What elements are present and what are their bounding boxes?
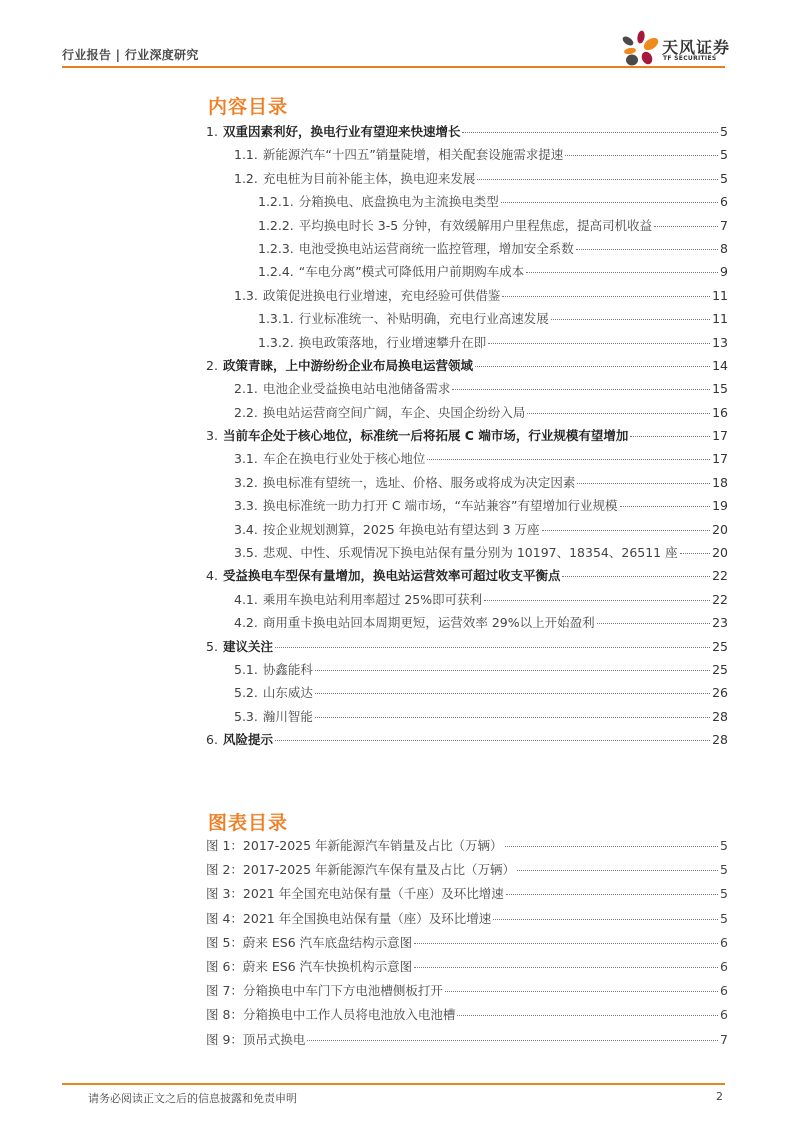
toc-entry-title[interactable]: 换电政策落地，行业增速攀升在即	[298, 334, 487, 350]
toc-entry-number: 2.2.	[234, 404, 258, 420]
toc-entry-title[interactable]: 受益换电车型保有量增加，换电站运营效率可超过收支平衡点	[222, 568, 561, 584]
dot-leader	[315, 693, 710, 694]
toc-entry-number: 2.	[206, 357, 218, 373]
toc-entry-page: 11	[712, 287, 728, 303]
toc-entry-title[interactable]: 乘用车换电站利用率超过 25%即可获利	[262, 591, 483, 607]
toc-entry-number: 3.1.	[234, 451, 258, 467]
toc-entry-page: 22	[712, 591, 728, 607]
toc-entry[interactable]	[206, 543, 728, 566]
toc-entry-page: 5	[720, 170, 728, 186]
toc-entry-number: 5.1.	[234, 661, 258, 677]
figures-title: 图表目录	[208, 812, 289, 834]
report-category: 行业报告 | 行业深度研究	[62, 48, 199, 62]
toc-entry[interactable]	[206, 730, 728, 753]
toc-entry-title[interactable]: 双重因素利好，换电行业有望迎来快速增长	[222, 124, 461, 139]
toc-entry-number: 1.2.2.	[258, 217, 294, 233]
toc-entry-page: 28	[712, 732, 728, 748]
toc-entry[interactable]	[206, 356, 728, 379]
toc-entry-number: 5.3.	[234, 708, 258, 724]
dot-leader	[517, 870, 718, 871]
toc-entry-number: 3.	[206, 428, 218, 444]
toc-entry-page: 25	[712, 661, 728, 677]
footer-divider	[62, 1083, 725, 1085]
dot-leader	[275, 740, 710, 741]
toc-entry-page: 7	[720, 217, 728, 233]
toc-entry[interactable]	[206, 333, 728, 356]
dot-leader	[597, 623, 710, 624]
toc-entry-title[interactable]: 风险提示	[222, 732, 273, 748]
toc-entry[interactable]	[206, 590, 728, 613]
figure-entry-page: 5	[720, 838, 728, 853]
dot-leader	[562, 576, 710, 577]
dot-leader	[501, 202, 718, 203]
figure-entry-title[interactable]: 图 1：2017-2025 年新能源汽车销量及占比（万辆）	[206, 838, 503, 853]
dot-leader	[275, 647, 710, 648]
toc-entry-title[interactable]: 商用重卡换电站回本周期更短，运营效率 29%以上开始盈利	[262, 615, 595, 631]
toc-entry[interactable]	[206, 262, 728, 285]
dot-leader	[506, 894, 718, 895]
figures-list	[206, 836, 728, 1054]
dot-leader	[452, 389, 710, 390]
toc-entry-title[interactable]: 车企在换电行业处于核心地位	[262, 451, 426, 467]
figure-entry-title[interactable]: 图 3：2021 年全国充电站保有量（千座）及环比增速	[206, 886, 504, 902]
dot-leader	[505, 846, 719, 847]
toc-entry-title[interactable]: 当前车企处于核心地位，标准统一后将拓展 C 端市场，行业规模有望增加	[222, 428, 629, 444]
figure-entry[interactable]	[206, 981, 728, 1005]
figure-entry-page: 6	[720, 958, 728, 974]
toc-entry-page: 23	[712, 615, 728, 631]
dot-leader	[680, 553, 710, 554]
toc-entry-title[interactable]: 建议关注	[222, 638, 273, 654]
toc-entry[interactable]	[206, 192, 728, 215]
toc-entry-number: 3.5.	[234, 545, 258, 561]
figure-entry-page: 5	[720, 862, 728, 878]
toc-entry-title[interactable]: 行业标准统一、补贴明确，充电行业高速发展	[298, 311, 549, 327]
toc-entry-number: 4.2.	[234, 615, 258, 631]
toc-entry[interactable]	[206, 145, 728, 168]
toc-entry-title[interactable]: 政策青睐，上中游纷纷企业布局换电运营领域	[222, 357, 473, 373]
toc-entry-page: 11	[712, 311, 728, 327]
toc-entry[interactable]	[206, 660, 728, 683]
toc-entry-number: 1.	[206, 124, 218, 139]
toc-entry-title[interactable]: 分箱换电、底盘换电为主流换电类型	[298, 194, 499, 210]
dot-leader	[414, 967, 718, 968]
toc-entry-number: 1.3.1.	[258, 311, 294, 327]
toc-entry-number: 1.2.4.	[258, 264, 294, 280]
toc-entry[interactable]	[206, 473, 728, 496]
toc-entry[interactable]	[206, 496, 728, 519]
toc-entry-page: 20	[712, 545, 728, 561]
toc-entry-number: 3.4.	[234, 521, 258, 537]
toc-entry-title[interactable]: 山东威达	[262, 685, 313, 701]
toc-entry[interactable]	[206, 613, 728, 636]
toc-entry-title[interactable]: “车电分离”模式可降低用户前期购车成本	[298, 264, 525, 280]
toc-entry[interactable]	[206, 379, 728, 402]
figure-entry-page: 6	[720, 934, 728, 950]
dot-leader	[307, 1040, 718, 1041]
toc-entry-number: 2.1.	[234, 381, 258, 397]
figure-entry-title[interactable]: 图 5：蔚来 ES6 汽车底盘结构示意图	[206, 934, 413, 950]
figure-entry[interactable]	[206, 1030, 728, 1054]
figure-entry-title[interactable]: 图 8：分箱换电中工作人员将电池放入电池槽	[206, 1007, 456, 1023]
dot-leader	[462, 132, 718, 133]
toc-entry-page: 5	[720, 147, 728, 163]
toc-entry-number: 1.2.3.	[258, 240, 294, 256]
toc-entry[interactable]	[206, 403, 728, 426]
toc-entry-page: 13	[712, 334, 728, 350]
toc-entry[interactable]	[206, 122, 728, 145]
dot-leader	[565, 155, 718, 156]
toc-entry[interactable]	[206, 216, 728, 239]
toc-entry-page: 28	[712, 708, 728, 724]
figure-entry[interactable]	[206, 860, 728, 884]
disclaimer-text[interactable]: 请务必阅读正文之后的信息披露和免责申明	[88, 1092, 297, 1105]
dot-leader	[315, 717, 710, 718]
toc-entry-number: 5.2.	[234, 685, 258, 701]
company-logo	[620, 30, 740, 66]
dot-leader	[620, 506, 711, 507]
toc-entry-title[interactable]: 新能源汽车“十四五”销量陡增，相关配套设施需求提速	[262, 147, 564, 163]
toc-entry-number: 1.3.	[234, 287, 258, 303]
flower-logo-icon	[620, 30, 660, 66]
header-divider	[62, 66, 725, 68]
toc-entry-page: 8	[720, 240, 728, 256]
dot-leader	[576, 249, 718, 250]
toc-entry-number: 3.3.	[234, 498, 258, 514]
dot-leader	[502, 296, 710, 297]
toc-entry-page: 9	[720, 264, 728, 280]
toc-entry-number: 1.2.1.	[258, 194, 294, 210]
dot-leader	[315, 670, 710, 671]
dot-leader	[526, 272, 718, 273]
toc-entry-title[interactable]: 政策促进换电行业增速，充电经验可供借鉴	[262, 287, 501, 303]
dot-leader	[414, 943, 718, 944]
figure-entry-page: 5	[720, 886, 728, 902]
figure-entry-title[interactable]: 图 4：2021 年全国换电站保有量（座）及环比增速	[206, 910, 492, 926]
toc-entry[interactable]	[206, 239, 728, 262]
toc-entry-page: 22	[712, 568, 728, 584]
toc-entry-page: 15	[712, 381, 728, 397]
toc-entry-title[interactable]: 充电桩为目前补能主体，换电迎来发展	[262, 170, 476, 186]
toc-entry-number: 1.3.2.	[258, 334, 294, 350]
toc-entry-page: 25	[712, 638, 728, 654]
dot-leader	[484, 600, 710, 601]
toc-entry[interactable]	[206, 169, 728, 192]
contents-list	[206, 122, 728, 754]
toc-entry-number: 1.2.	[234, 170, 258, 186]
logo-name-cn: 天风证券	[662, 38, 731, 57]
contents-title: 内容目录	[208, 96, 289, 118]
toc-entry[interactable]	[206, 426, 728, 449]
toc-entry-page: 5	[720, 124, 728, 139]
toc-entry-title[interactable]: 瀚川智能	[262, 708, 313, 724]
figure-entry[interactable]	[206, 909, 728, 933]
toc-entry-title[interactable]: 换电标准统一助力打开 C 端市场，“车站兼容”有望增加行业规模	[262, 498, 618, 514]
toc-entry-page: 19	[712, 498, 728, 514]
figure-entry[interactable]	[206, 1005, 728, 1029]
toc-entry-number: 6.	[206, 732, 218, 748]
toc-entry-page: 26	[712, 685, 728, 701]
figure-entry[interactable]	[206, 884, 728, 908]
toc-entry-page: 6	[720, 194, 728, 210]
toc-entry-title[interactable]: 按企业规划测算，2025 年换电站有望达到 3 万座	[262, 521, 540, 537]
figure-entry[interactable]	[206, 933, 728, 957]
figure-entry-title[interactable]: 图 9：顶吊式换电	[206, 1031, 306, 1047]
toc-entry-title[interactable]: 电池企业受益换电站电池储备需求	[262, 381, 451, 397]
toc-entry[interactable]	[206, 683, 728, 706]
toc-entry[interactable]	[206, 707, 728, 730]
toc-entry-number: 4.1.	[234, 591, 258, 607]
figure-entry[interactable]	[206, 957, 728, 981]
figure-entry[interactable]	[206, 836, 728, 860]
toc-entry[interactable]	[206, 286, 728, 309]
toc-entry-page: 20	[712, 521, 728, 537]
toc-entry-page: 14	[712, 357, 728, 373]
toc-entry-page: 16	[712, 404, 728, 420]
toc-entry[interactable]	[206, 449, 728, 472]
toc-entry-title[interactable]: 协鑫能科	[262, 661, 313, 677]
dot-leader	[427, 459, 710, 460]
dot-leader	[577, 483, 710, 484]
figure-entry-page: 6	[720, 1007, 728, 1023]
figure-entry-title[interactable]: 图 6：蔚来 ES6 汽车快换机构示意图	[206, 958, 413, 974]
toc-entry-title[interactable]: 换电标准有望统一，选址、价格、服务或将成为决定因素	[262, 474, 576, 490]
dot-leader	[542, 530, 711, 531]
toc-entry-title[interactable]: 电池受换电站运营商统一监控管理，增加安全系数	[298, 240, 574, 256]
toc-entry-page: 17	[712, 428, 728, 444]
figure-entry-page: 6	[720, 983, 728, 999]
toc-entry-title[interactable]: 平均换电时长 3-5 分钟，有效缓解用户里程焦虑，提高司机收益	[298, 217, 653, 233]
toc-entry-page: 18	[712, 474, 728, 490]
toc-entry[interactable]	[206, 520, 728, 543]
dot-leader	[457, 1015, 718, 1016]
dot-leader	[630, 436, 710, 437]
logo-name-en: TF SECURITIES	[663, 55, 717, 62]
figure-entry-title[interactable]: 图 2：2017-2025 年新能源汽车保有量及占比（万辆）	[206, 862, 516, 878]
figure-entry-page: 5	[720, 910, 728, 926]
page-number: 2	[716, 1090, 723, 1103]
dot-leader	[475, 366, 710, 367]
toc-entry-number: 1.1.	[234, 147, 258, 163]
dot-leader	[445, 991, 718, 992]
dot-leader	[654, 226, 718, 227]
dot-leader	[488, 343, 710, 344]
dot-leader	[527, 413, 710, 414]
figure-entry-page: 7	[720, 1031, 728, 1047]
toc-entry-number: 3.2.	[234, 474, 258, 490]
dot-leader	[551, 319, 710, 320]
toc-entry-title[interactable]: 悲观、中性、乐观情况下换电站保有量分别为 10197、18354、26511 座	[262, 545, 678, 561]
toc-entry-number: 4.	[206, 568, 218, 584]
figure-entry-title[interactable]: 图 7：分箱换电中车门下方电池槽侧板打开	[206, 983, 443, 999]
toc-entry[interactable]	[206, 566, 728, 589]
toc-entry[interactable]	[206, 637, 728, 660]
toc-entry-title[interactable]: 换电站运营商空间广阔，车企、央国企纷纷入局	[262, 404, 526, 420]
dot-leader	[477, 179, 718, 180]
toc-entry-number: 5.	[206, 638, 218, 654]
dot-leader	[493, 919, 718, 920]
toc-entry[interactable]	[206, 309, 728, 332]
toc-entry-page: 17	[712, 451, 728, 467]
